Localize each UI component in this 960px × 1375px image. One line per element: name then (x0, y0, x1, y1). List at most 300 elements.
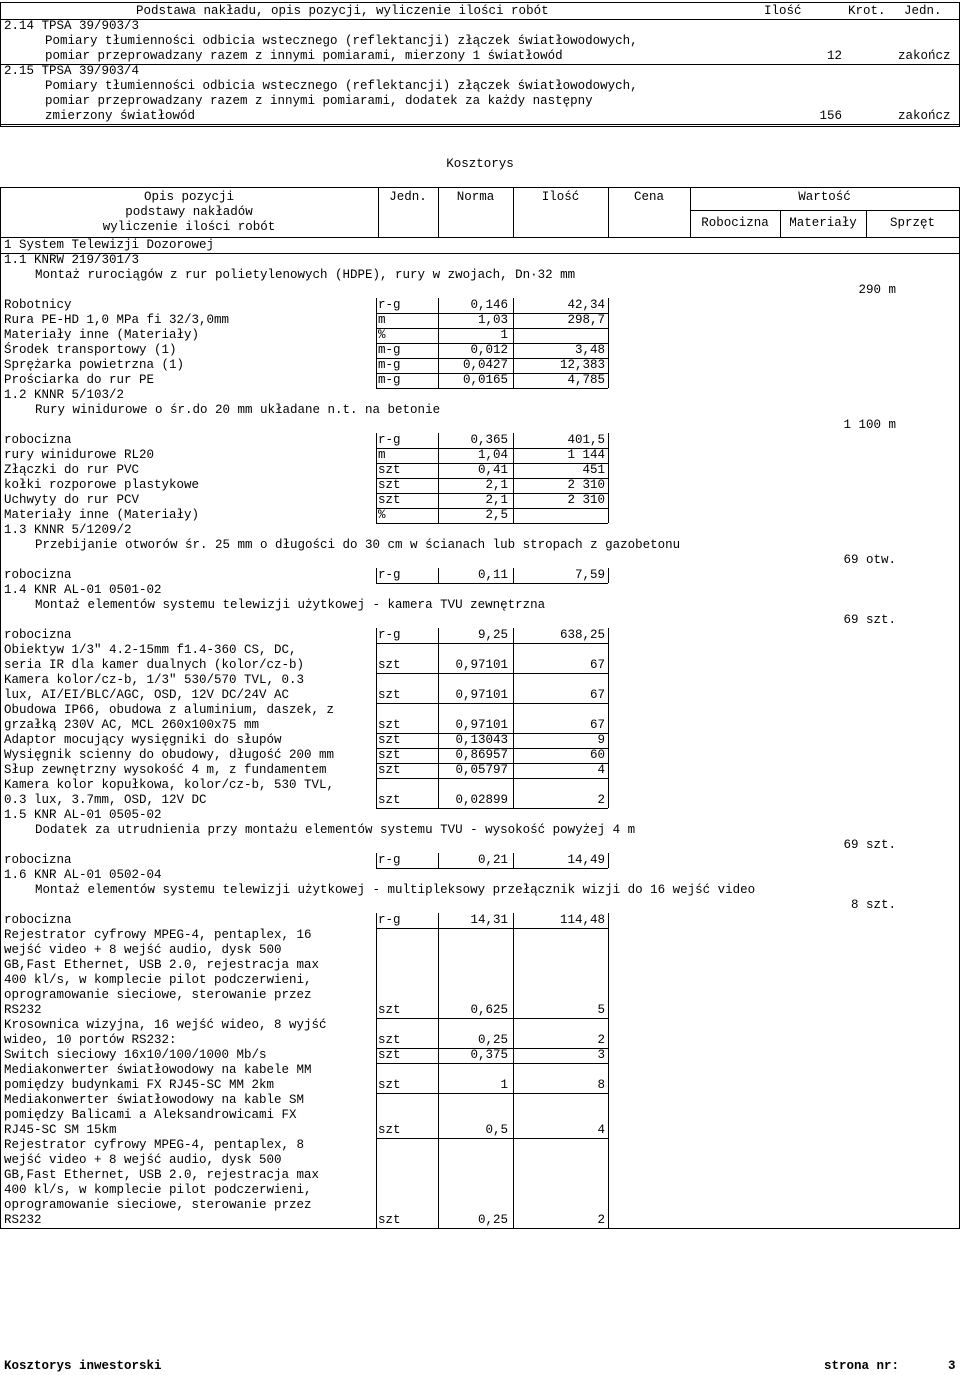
resource-name-line: GB,Fast Ethernet, USB 2.0, rejestracja max (4, 1168, 320, 1182)
resource-ilosc: 3 (597, 1048, 605, 1062)
section-quantity: 69 szt. (843, 613, 896, 627)
resource-name-line: robocizna (4, 628, 72, 642)
cell-sep (513, 853, 514, 868)
cell-sep (608, 1138, 609, 1228)
section-description: Rury winidurowe o śr.do 20 mm układane n.t. na betonie (35, 403, 441, 417)
cell-sep (513, 373, 514, 388)
cell-sep (513, 733, 514, 748)
resource-name-line: RS232 (4, 1003, 42, 1017)
resource-name-line: Robotnicy (4, 298, 72, 312)
resource-ilosc: 4 (597, 763, 605, 777)
resource-name-line: Kamera kolor/cz-b, 1/3" 530/570 TVL, 0.3 (4, 673, 305, 687)
cell-sep (376, 928, 377, 1018)
resource-ilosc: 114,48 (559, 913, 605, 927)
resource-unit: % (378, 508, 386, 522)
cell-bottom (376, 868, 608, 869)
cell-sep (608, 463, 609, 478)
resource-name-line: robocizna (4, 433, 72, 447)
resource-norma: 0,25 (477, 1213, 508, 1227)
cell-bottom (376, 778, 608, 779)
table-left-border (0, 187, 1, 1229)
resource-name-line: 0.3 lux, 3.7mm, OSD, 12V DC (4, 793, 207, 807)
resource-name-line: Materiały inne (Materiały) (4, 328, 200, 342)
resource-name-line: Słup zewnętrzny wysokość 4 m, z fundamentem (4, 763, 327, 777)
cell-sep (513, 463, 514, 478)
top-item-qty: 12 (826, 49, 842, 63)
cell-sep (513, 703, 514, 733)
resource-norma: 0,21 (477, 853, 508, 867)
resource-name-line: oprogramowanie sieciowe, sterowanie przez (4, 1198, 312, 1212)
cell-sep (438, 433, 439, 448)
resource-norma: 1 (500, 328, 508, 342)
resource-unit: szt (378, 688, 401, 702)
resource-name-line: Obudowa IP66, obudowa z aluminium, daszek, z (4, 703, 335, 717)
resource-name-line: kołki rozporowe plastykowe (4, 478, 200, 492)
resource-name-line: Materiały inne (Materiały) (4, 508, 200, 522)
resource-name-line: robocizna (4, 853, 72, 867)
resource-ilosc: 4,785 (567, 373, 605, 387)
footer-left: Kosztorys inwestorski (4, 1359, 162, 1373)
cell-bottom (376, 1063, 608, 1064)
cell-sep (608, 1018, 609, 1048)
resource-name-line: Prościarka do rur PE (4, 373, 155, 387)
cell-sep (608, 433, 609, 448)
header-opis-pozycji: Opis pozycji (143, 190, 234, 204)
cell-sep (513, 493, 514, 508)
resource-norma: 1,03 (477, 313, 508, 327)
cell-sep (513, 748, 514, 763)
cell-sep (376, 373, 377, 388)
resource-norma: 0,365 (470, 433, 508, 447)
footer-page-label: strona nr: (824, 1359, 900, 1373)
cell-bottom (376, 643, 608, 644)
resource-ilosc: 2 (597, 793, 605, 807)
top-item-code: 2.15 TPSA 39/903/4 (4, 64, 140, 78)
resource-ilosc: 7,59 (574, 568, 605, 582)
cell-sep (438, 748, 439, 763)
cell-sep (376, 643, 377, 673)
cell-sep (376, 1063, 377, 1093)
section-description: Przebijanie otworów śr. 25 mm o długości do 30 cm w ścianach lub stropach z gazobetonu (35, 538, 681, 552)
resource-norma: 0,25 (477, 1033, 508, 1047)
resource-name-line: GB,Fast Ethernet, USB 2.0, rejestracja max (4, 958, 320, 972)
cell-sep (608, 1048, 609, 1063)
resource-name-line: Mediakonwerter światłowodowy na kabele MM (4, 1063, 312, 1077)
resource-ilosc: 1 144 (567, 448, 605, 462)
resource-unit: m-g (378, 343, 401, 357)
top-header-krot: Krot. (848, 4, 886, 18)
resource-name-line: Rejestrator cyfrowy MPEG-4, pentaplex, 16 (4, 928, 312, 942)
cell-sep (608, 928, 609, 1018)
resource-name-line: rury winidurowe RL20 (4, 448, 155, 462)
cell-sep (513, 913, 514, 928)
header-wartosc: Wartość (798, 190, 851, 204)
top-item-desc-line: zmierzony światłowód (45, 109, 196, 123)
cell-sep (438, 478, 439, 493)
cell-sep (513, 643, 514, 673)
resource-unit: szt (378, 733, 401, 747)
top-item-desc-line: pomiar przeprowadzany razem z innymi pomiarami, dodatek za każdy następny (45, 94, 593, 108)
resource-name-line: lux, AI/EI/BLC/AGC, OSD, 12V DC/24V AC (4, 688, 290, 702)
cell-sep (438, 493, 439, 508)
cell-sep (608, 853, 609, 868)
resource-unit: szt (378, 1078, 401, 1092)
cell-sep (513, 763, 514, 778)
section-code: 1.6 KNR AL-01 0502-04 (4, 868, 162, 882)
cell-sep (376, 508, 377, 523)
cell-sep (608, 298, 609, 313)
resource-ilosc: 9 (597, 733, 605, 747)
top-header-divider (0, 19, 959, 20)
resource-ilosc: 298,7 (567, 313, 605, 327)
resource-ilosc: 3,48 (574, 343, 605, 357)
resource-unit: szt (378, 463, 401, 477)
resource-unit: szt (378, 478, 401, 492)
section-code: 1.1 KNRW 219/301/3 (4, 253, 140, 267)
resource-unit: r-g (378, 913, 401, 927)
cell-sep (376, 1093, 377, 1138)
cell-bottom (376, 673, 608, 674)
cell-sep (376, 1018, 377, 1048)
cell-sep (438, 628, 439, 643)
resource-ilosc: 451 (582, 463, 605, 477)
resource-norma: 0,0427 (462, 358, 508, 372)
section-description: Dodatek za utrudnienia przy montażu elementów systemu TVU - wysokość powyżej 4 m (35, 823, 636, 837)
cell-sep (608, 763, 609, 778)
resource-name-line: RJ45-SC SM 15km (4, 1123, 117, 1137)
cell-sep (438, 1063, 439, 1093)
resource-unit: r-g (378, 298, 401, 312)
cell-sep (608, 748, 609, 763)
cell-sep (438, 1018, 439, 1048)
cell-sep (608, 733, 609, 748)
resource-name-line: Obiektyw 1/3" 4.2-15mm f1.4-360 CS, DC, (4, 643, 297, 657)
cell-sep (438, 313, 439, 328)
cell-sep (376, 433, 377, 448)
resource-ilosc: 67 (589, 658, 605, 672)
resource-norma: 0,05797 (455, 763, 508, 777)
section-code: 1.5 KNR AL-01 0505-02 (4, 808, 162, 822)
resource-norma: 0,5 (485, 1123, 508, 1137)
cell-sep (376, 343, 377, 358)
cell-sep (438, 1048, 439, 1063)
resource-unit: szt (378, 748, 401, 762)
resource-norma: 9,25 (477, 628, 508, 642)
cell-sep (376, 628, 377, 643)
cell-sep (608, 703, 609, 733)
cell-sep (608, 628, 609, 643)
header-sprzet: Sprzęt (889, 216, 935, 230)
resource-unit: m (378, 448, 386, 462)
cell-sep (513, 298, 514, 313)
cell-sep (513, 673, 514, 703)
cell-sep (438, 643, 439, 673)
cell-sep (608, 673, 609, 703)
resource-unit: m-g (378, 358, 401, 372)
table-top-border (0, 187, 959, 188)
system-divider (0, 253, 959, 254)
resource-unit: szt (378, 1213, 401, 1227)
cell-sep (608, 373, 609, 388)
resource-name-line: wejść video + 8 wejść audio, dysk 500 (4, 943, 282, 957)
cell-sep (376, 358, 377, 373)
top-item-desc-line: Pomiary tłumienności odbicia wstecznego (reflektancji) złączek światłowodowych, (45, 34, 638, 48)
resource-name-line: Rura PE-HD 1,0 MPa fi 32/3,0mm (4, 313, 230, 327)
cell-sep (513, 313, 514, 328)
resource-unit: szt (378, 793, 401, 807)
resource-ilosc: 67 (589, 718, 605, 732)
cell-sep (376, 763, 377, 778)
cell-sep (608, 778, 609, 808)
cell-sep (438, 373, 439, 388)
cell-sep (376, 673, 377, 703)
section-code: 1.3 KNNR 5/1209/2 (4, 523, 132, 537)
cell-sep (438, 763, 439, 778)
cell-sep (608, 343, 609, 358)
section-quantity: 290 m (858, 283, 896, 297)
cell-bottom (376, 523, 608, 524)
cell-bottom (376, 388, 608, 389)
resource-unit: szt (378, 1033, 401, 1047)
resource-ilosc: 8 (597, 1078, 605, 1092)
kosztorys-title: Kosztorys (446, 157, 514, 171)
resource-name-line: robocizna (4, 913, 72, 927)
resource-unit: szt (378, 1003, 401, 1017)
cell-sep (376, 463, 377, 478)
cell-bottom (376, 928, 608, 929)
resource-ilosc: 4 (597, 1123, 605, 1137)
section-quantity: 1 100 m (843, 418, 896, 432)
resource-norma: 14,31 (470, 913, 508, 927)
cell-sep (513, 478, 514, 493)
resource-unit: m-g (378, 373, 401, 387)
top-item-qty: 156 (819, 109, 842, 123)
cell-sep (376, 1138, 377, 1228)
cell-sep (608, 358, 609, 373)
resource-norma: 0,86957 (455, 748, 508, 762)
header-ilosc: Ilość (541, 190, 580, 204)
resource-name-line: Złączki do rur PVC (4, 463, 140, 477)
resource-unit: r-g (378, 568, 401, 582)
cell-bottom (376, 1018, 608, 1019)
header-wyliczenie: wyliczenie ilości robót (102, 220, 276, 234)
resource-ilosc: 60 (589, 748, 605, 762)
cell-sep (513, 343, 514, 358)
section-quantity: 8 szt. (850, 898, 896, 912)
resource-norma: 2,5 (485, 508, 508, 522)
cell-sep (608, 643, 609, 673)
resource-norma: 1 (500, 1078, 508, 1092)
cell-sep (608, 328, 609, 343)
cell-bottom (376, 583, 608, 584)
resource-name-line: Mediakonwerter światłowodowy na kable SM (4, 1093, 305, 1107)
cell-sep (438, 703, 439, 733)
resource-name-line: grzałką 230V AC, MCL 260x100x75 mm (4, 718, 260, 732)
resource-norma: 0,97101 (455, 688, 508, 702)
top-item-desc-line: Pomiary tłumienności odbicia wstecznego (reflektancji) złączek światłowodowych, (45, 79, 638, 93)
resource-name-line: 400 kl/s, w komplecie pilot podczerwieni, (4, 973, 312, 987)
resource-norma: 0,012 (470, 343, 508, 357)
cell-sep (438, 1138, 439, 1228)
cell-sep (376, 298, 377, 313)
resource-unit: r-g (378, 433, 401, 447)
resource-name-line: Kamera kolor kopułkowa, kolor/cz-b, 530 TVL, (4, 778, 335, 792)
cell-sep (608, 1063, 609, 1093)
header-robocizna: Robocizna (701, 216, 769, 230)
cell-sep (513, 1093, 514, 1138)
cell-sep (438, 853, 439, 868)
system-title: 1 System Telewizji Dozorowej (4, 238, 215, 252)
resource-norma: 0,625 (470, 1003, 508, 1017)
resource-ilosc: 42,34 (567, 298, 605, 312)
cell-sep (513, 1048, 514, 1063)
resource-name-line: 400 kl/s, w komplecie pilot podczerwieni, (4, 1183, 312, 1197)
resource-unit: r-g (378, 628, 401, 642)
cell-sep (438, 343, 439, 358)
section-description: Montaż rurociągów z rur polietylenowych (HDPE), rury w zwojach, Dn·32 mm (35, 268, 576, 282)
cell-sep (608, 913, 609, 928)
cell-sep (513, 433, 514, 448)
top-header-desc: Podstawa nakładu, opis pozycji, wyliczenie ilości robót (136, 4, 549, 18)
cell-sep (376, 703, 377, 733)
resource-ilosc: 2 310 (567, 478, 605, 492)
resource-ilosc: 638,25 (559, 628, 605, 642)
section-code: 1.4 KNR AL-01 0501-02 (4, 583, 162, 597)
resource-norma: 0,97101 (455, 658, 508, 672)
resource-ilosc: 2 310 (567, 493, 605, 507)
cell-sep (608, 493, 609, 508)
resource-norma: 0,97101 (455, 718, 508, 732)
resource-unit: % (378, 328, 386, 342)
top-item-unit: zakończ (898, 49, 951, 63)
resource-unit: m (378, 313, 386, 327)
cell-sep (513, 1138, 514, 1228)
section-quantity: 69 otw. (843, 553, 896, 567)
cell-sep (376, 493, 377, 508)
cell-sep (438, 733, 439, 748)
cell-sep (608, 313, 609, 328)
resource-unit: szt (378, 658, 401, 672)
cell-sep (376, 748, 377, 763)
resource-norma: 2,1 (485, 493, 508, 507)
cell-sep (376, 313, 377, 328)
header-cena: Cena (633, 190, 664, 204)
resource-name-line: Adaptor mocujący wysięgniki do słupów (4, 733, 282, 747)
top-item-divider (0, 64, 959, 65)
top-item-divider (0, 124, 959, 125)
header-wartosc-divider (690, 210, 959, 211)
header-norma: Norma (456, 190, 495, 204)
header-jedn: Jedn. (389, 190, 427, 204)
resource-ilosc: 2 (597, 1213, 605, 1227)
resource-unit: szt (378, 493, 401, 507)
resource-name-line: oprogramowanie sieciowe, sterowanie przez (4, 988, 312, 1002)
cell-sep (376, 1048, 377, 1063)
cell-sep (376, 478, 377, 493)
footer-page-number: 3 (948, 1359, 956, 1373)
resource-name-line: robocizna (4, 568, 72, 582)
section-description: Montaż elementów systemu telewizji użytkowej - multipleksowy przełącznik wizji do 16 wejść video (35, 883, 756, 897)
cell-sep (438, 298, 439, 313)
cell-sep (376, 328, 377, 343)
resource-name-line: Sprężarka powietrzna (1) (4, 358, 185, 372)
cell-sep (608, 508, 609, 523)
resource-name-line: pomiędzy Balicami a Aleksandrowicami FX (4, 1108, 297, 1122)
cell-bottom (376, 808, 608, 809)
cell-sep (513, 928, 514, 1018)
cell-sep (513, 358, 514, 373)
cell-sep (438, 778, 439, 808)
resource-ilosc: 12,383 (559, 358, 605, 372)
cell-sep (438, 928, 439, 1018)
resource-ilosc: 2 (597, 1033, 605, 1047)
cell-sep (438, 328, 439, 343)
top-item-unit: zakończ (898, 109, 951, 123)
resource-norma: 0,146 (470, 298, 508, 312)
cell-bottom (376, 1093, 608, 1094)
cell-sep (438, 448, 439, 463)
top-header-qty: Ilość (764, 4, 802, 18)
resource-ilosc: 67 (589, 688, 605, 702)
cell-sep (513, 1018, 514, 1048)
cell-bottom (376, 1138, 608, 1139)
cell-sep (513, 628, 514, 643)
resource-norma: 0,375 (470, 1048, 508, 1062)
section-code: 1.2 KNNR 5/103/2 (4, 388, 125, 402)
top-item-code: 2.14 TPSA 39/903/3 (4, 19, 140, 33)
cell-sep (438, 1093, 439, 1138)
resource-norma: 0,11 (477, 568, 508, 582)
resource-name-line: RS232 (4, 1213, 42, 1227)
cell-sep (608, 448, 609, 463)
resource-norma: 2,1 (485, 478, 508, 492)
cell-sep (513, 1063, 514, 1093)
cell-sep (438, 508, 439, 523)
top-header-unit: Jedn. (904, 4, 942, 18)
resource-name-line: wejść video + 8 wejść audio, dysk 500 (4, 1153, 282, 1167)
resource-name-line: pomiędzy budynkami FX RJ45-SC MM 2km (4, 1078, 275, 1092)
top-item-desc-line: pomiar przeprowadzany razem z innymi pomiarami, mierzony 1 światłowód (45, 49, 563, 63)
resource-norma: 1,04 (477, 448, 508, 462)
resource-name-line: Środek transportowy (1) (4, 343, 177, 357)
resource-unit: szt (378, 1123, 401, 1137)
resource-name-line: Krosownica wizyjna, 16 wejść wideo, 8 wyjść (4, 1018, 327, 1032)
cell-sep (513, 328, 514, 343)
cell-sep (376, 448, 377, 463)
cell-sep (513, 508, 514, 523)
resource-unit: r-g (378, 853, 401, 867)
resource-name-line: Uchwyty do rur PCV (4, 493, 140, 507)
cell-bottom (376, 703, 608, 704)
resource-ilosc: 5 (597, 1003, 605, 1017)
resource-name-line: wideo, 10 portów RS232: (4, 1033, 177, 1047)
cell-sep (513, 568, 514, 583)
cell-sep (376, 913, 377, 928)
cell-sep (438, 463, 439, 478)
resource-norma: 0,02899 (455, 793, 508, 807)
top-bottom-border (0, 126, 959, 127)
top-border (0, 2, 959, 3)
cell-sep (438, 673, 439, 703)
resource-name-line: Switch sieciowy 16x10/100/1000 Mb/s (4, 1048, 267, 1062)
section-quantity: 69 szt. (843, 838, 896, 852)
cell-sep (513, 448, 514, 463)
cell-sep (376, 733, 377, 748)
resource-name-line: Rejestrator cyfrowy MPEG-4, pentaplex, 8 (4, 1138, 305, 1152)
cell-sep (608, 478, 609, 493)
resource-norma: 0,0165 (462, 373, 508, 387)
cell-bottom (376, 1228, 608, 1229)
